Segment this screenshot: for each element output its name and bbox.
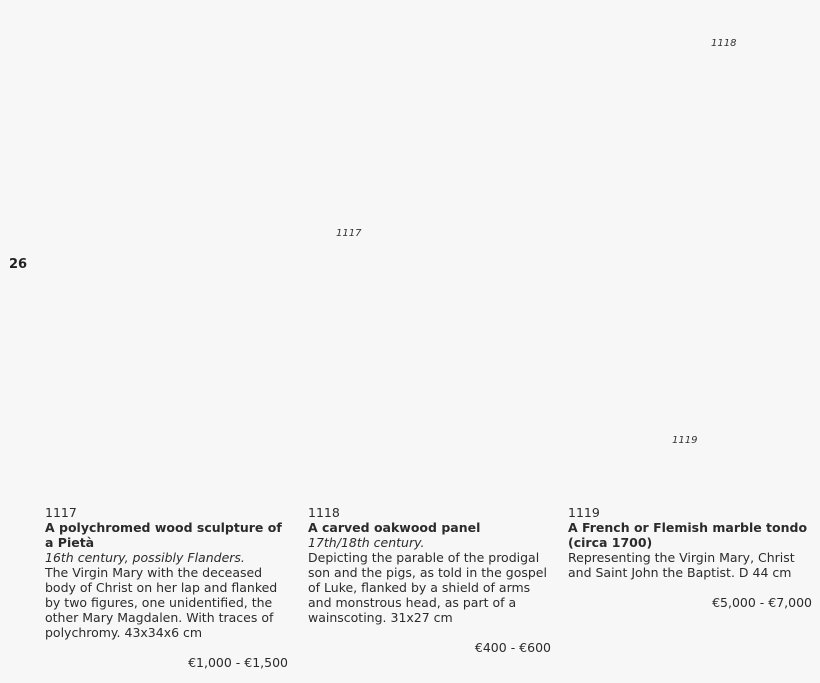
lot-description: Representing the Virgin Mary, Christ and Saint John the Baptist. D 44 cm — [568, 550, 795, 580]
image-caption-1117: 1117 — [336, 228, 362, 239]
lot-title: A polychromed wood sculpture of a Pietà — [45, 520, 282, 550]
lot-date: 16th century, possibly Flanders. — [45, 550, 245, 565]
lot-date: 17th/18th century. — [308, 535, 425, 550]
page-number: 26 — [9, 257, 28, 272]
lot-number: 1117 — [45, 505, 77, 520]
lot-estimate: €1,000 - €1,500 — [188, 655, 288, 670]
lot-title: A carved oakwood panel — [308, 520, 481, 535]
lot-number: 1118 — [308, 505, 340, 520]
lot-estimate: €5,000 - €7,000 — [712, 595, 812, 610]
lot-1119 — [568, 505, 812, 610]
lot-title: A French or Flemish marble tondo (circa 1700) — [568, 520, 808, 550]
lot-estimate: €400 - €600 — [474, 640, 551, 655]
lot-1117 — [45, 505, 288, 670]
lot-1118 — [308, 505, 551, 655]
image-caption-1119: 1119 — [672, 435, 698, 446]
lot-description: The Virgin Mary with the deceased body of Christ on her lap and flanked by two figures, one unidentified, the other Mary Magdalen. With traces of polychromy. 43x34x6 cm — [45, 565, 278, 640]
lot-description: Depicting the parable of the prodigal son and the pigs, as told in the gospel of Luke, flanked by a shield of arms and monstrous head, as part of a wainscoting. 31x27 cm — [308, 550, 547, 625]
image-caption-1118: 1118 — [711, 38, 737, 49]
lot-number: 1119 — [568, 505, 600, 520]
